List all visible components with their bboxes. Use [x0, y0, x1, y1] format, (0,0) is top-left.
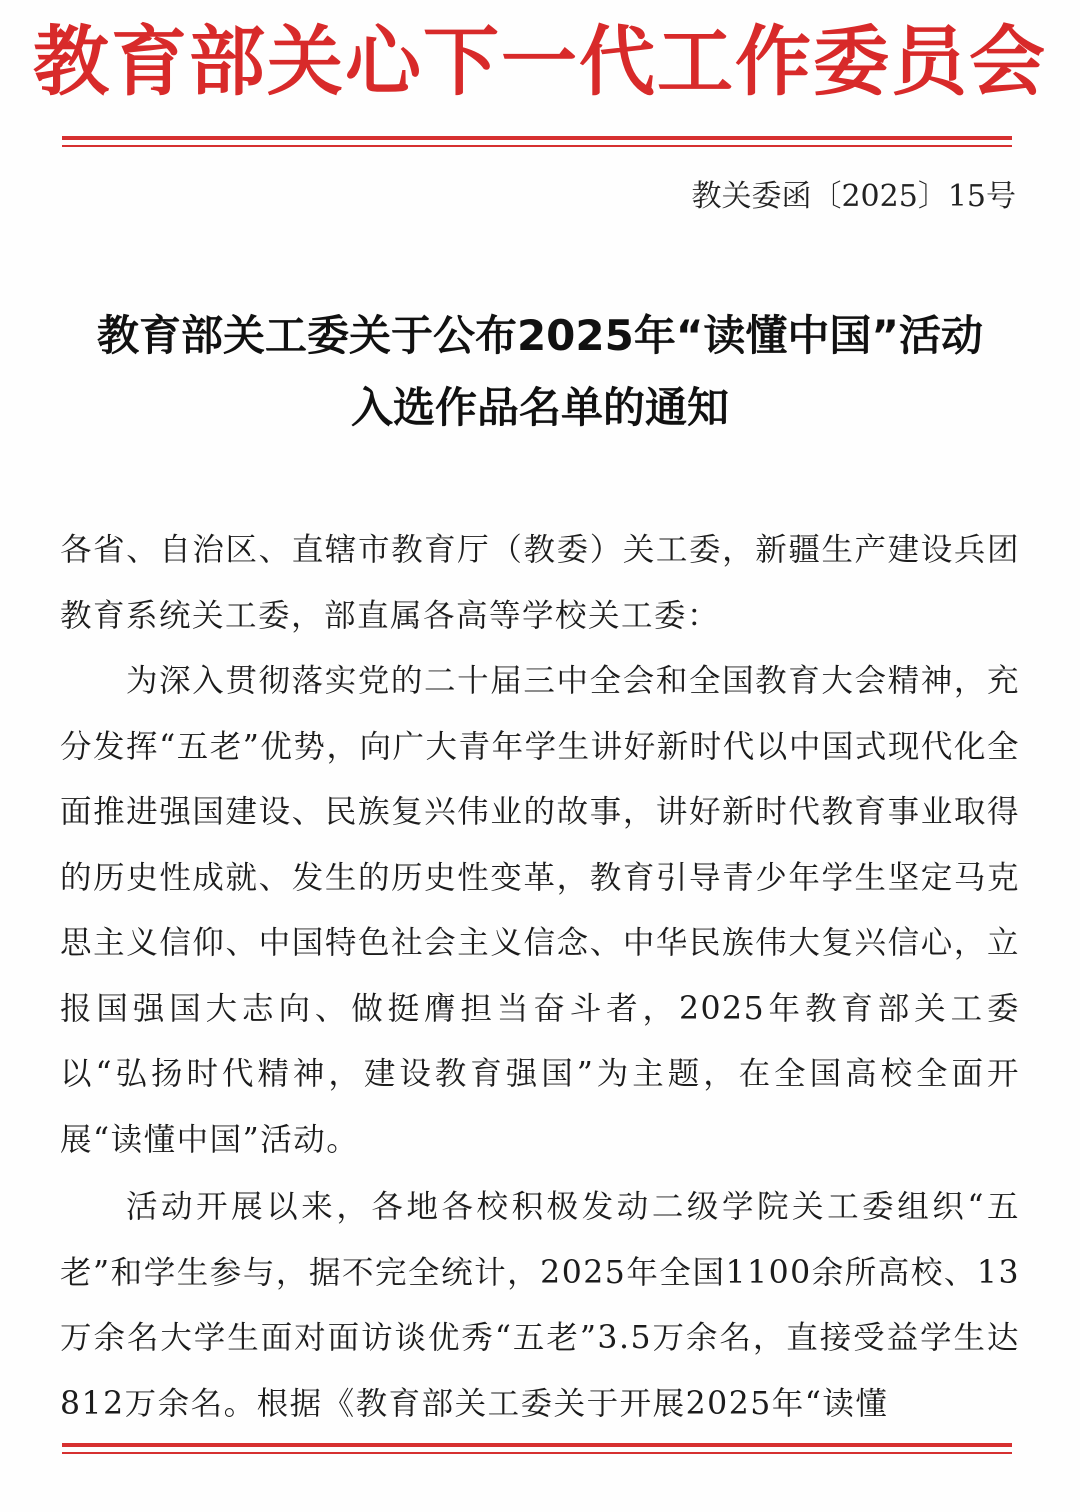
title-line-2: 入选作品名单的通知 [350, 383, 729, 432]
letterhead-rule-thick [62, 136, 1012, 140]
footer-rule-thin [62, 1452, 1012, 1454]
salutation: 各省、自治区、直辖市教育厅（教委）关工委，新疆生产建设兵团教育系统关工委，部直属各高等学校关工委： [60, 532, 1020, 634]
document-body [60, 518, 1020, 1437]
body-paragraph-1: 为深入贯彻落实党的二十届三中全会和全国教育大会精神，充分发挥“五老”优势，向广大青年学生讲好新时代以中国式现代化全面推进强国建设、民族复兴伟业的故事，讲好新时代教育事业取得的历史性成就、发生的历史性变革，教育引导青少年学生坚定马克思主义信仰、中国特色社会主义信念、中华民族伟大复兴信心，立报国强国大志向、做挺膺担当奋斗者，2025年教育部关工委以“弘扬时代精神，建设教育强国”为主题，在全国高校全面开展“读懂中国”活动。 [60, 663, 1020, 1158]
document-title [40, 300, 1040, 444]
footer-rule-thick [62, 1443, 1012, 1447]
letterhead-rule-thin [62, 145, 1012, 147]
title-line-1: 教育部关工委关于公布2025年“读懂中国”活动 [96, 311, 984, 360]
letterhead-issuer: 教育部关心下一代工作委员会 [33, 17, 1047, 106]
document-number: 教关委函〔2025〕15号 [691, 179, 1016, 214]
body-paragraph-2: 活动开展以来，各地各校积极发动二级学院关工委组织“五老”和学生参与，据不完全统计，2025年全国1100余所高校、13万余名大学生面对面访谈优秀“五老”3.5万余名，直接受益学生达812万余名。根据《教育部关工委关于开展2025年“读懂 [60, 1189, 1020, 1422]
